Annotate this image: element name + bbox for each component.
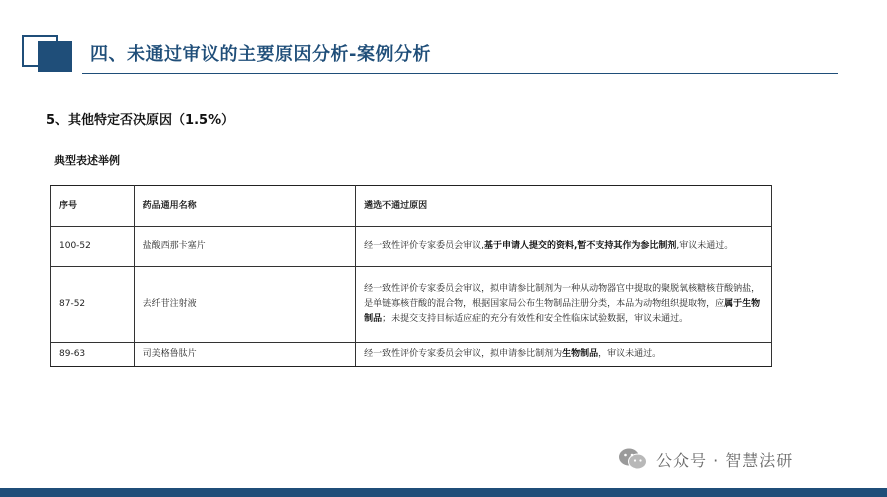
sub-heading: 典型表述举例 (54, 154, 120, 167)
title-decoration-block (38, 41, 72, 72)
table-row (51, 227, 772, 267)
reason-text: ；未提交支持目标适应症的充分有效性和安全性临床试验数据，审议未通过。 (382, 314, 689, 324)
reason-text: 经一致性评价专家委员会审议，拟申请参比制剂为 (364, 349, 563, 359)
reason-emphasis: 基于申请人提交的资料,暂不支持其作为参比制剂 (483, 241, 677, 251)
cell-drug-name: 司美格鲁肽片 (134, 343, 356, 367)
reason-text: ,审议未通过。 (676, 241, 734, 251)
reason-text: ，审议未通过。 (598, 349, 662, 359)
cell-reason (356, 227, 772, 267)
reason-text: 经一致性评价专家委员会审议，拟申请参比制剂为一种从动物器官中提取的聚脱氧核糖核苷酸钠盐，是单链寡核苷酸的混合物，根据国家局公布生物制品注册分类，本品为动物组织提取物，应 (364, 284, 761, 309)
cell-reason (356, 343, 772, 367)
reason-emphasis: 生物制品 (562, 349, 599, 359)
cell-reason (356, 267, 772, 343)
header-reason: 遴选不通过原因 (356, 186, 772, 227)
reason-text: 经一致性评价专家委员会审议, (364, 241, 484, 251)
cell-serial: 100-52 (51, 227, 135, 267)
title-divider (82, 73, 838, 74)
header-drug-name: 药品通用名称 (134, 186, 356, 227)
table-row (51, 343, 772, 367)
case-table (50, 185, 772, 367)
cell-drug-name: 去纤苷注射液 (134, 267, 356, 343)
table-header-row (51, 186, 772, 227)
cell-serial: 89-63 (51, 343, 135, 367)
reason-emphasis: 属于生物制品 (364, 299, 761, 324)
watermark-text: 公众号 · 智慧法研 (656, 450, 794, 470)
cell-drug-name: 盐酸西那卡塞片 (134, 227, 356, 267)
header-serial: 序号 (51, 186, 135, 227)
section-heading: 5、其他特定否决原因（1.5%） (46, 113, 235, 128)
slide-title: 四、未通过审议的主要原因分析-案例分析 (90, 44, 431, 65)
wechat-icon (618, 447, 648, 471)
footer-band (0, 488, 887, 497)
cell-serial: 87-52 (51, 267, 135, 343)
watermark (618, 447, 793, 471)
table-row (51, 267, 772, 343)
